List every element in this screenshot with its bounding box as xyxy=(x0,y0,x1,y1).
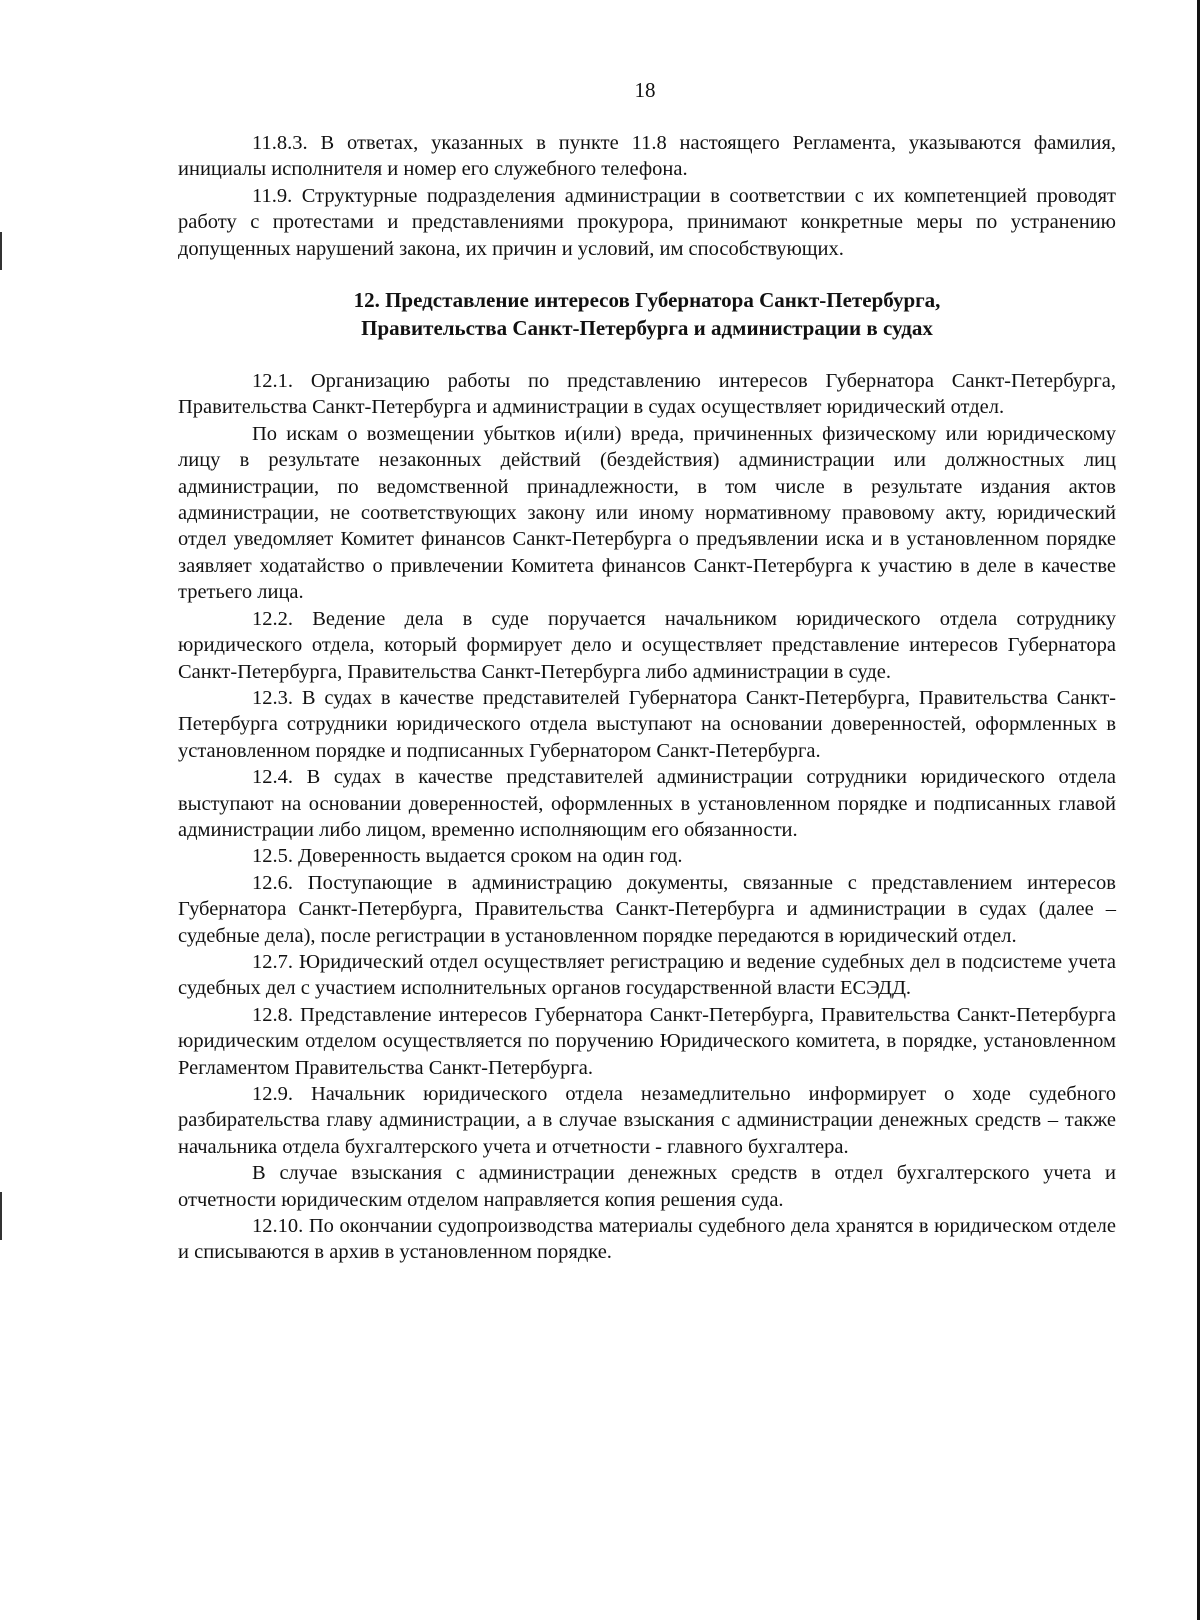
paragraph-12-9: 12.9. Начальник юридического отдела незамедлительно информирует о ходе судебного разбирательства главу администрации, а в случае взыскания с администрации денежных средств – также начальника отдела бухгалтерского учета и отчетности - главного бухгалтера. xyxy=(178,1083,1116,1158)
paragraph-11-9: 11.9. Структурные подразделения администрации в соответствии с их компетенцией проводят работу с протестами и представлениями прокурора, принимают конкретные меры по устранению допущенных нарушений закона, их причин и условий, им способствующих. xyxy=(178,184,1116,260)
paragraph-12-4: 12.4. В судах в качестве представителей администрации сотрудники юридического отдела выступают на основании доверенностей, оформленных в установленном порядке и подписанных главой администрации либо лицом, временно исполняющим его обязанности. xyxy=(178,766,1116,841)
paragraph-12-9-recovery: В случае взыскания с администрации денежных средств в отдел бухгалтерского учета и отчетности юридическим отделом направляется копия решения суда. xyxy=(178,1162,1116,1211)
scan-edge-left-mark xyxy=(0,1192,2,1240)
scan-edge-left-mark xyxy=(0,232,2,270)
paragraph-12-6: 12.6. Поступающие в администрацию документы, связанные с представлением интересов Губернатора Санкт-Петербурга, Правительства Санкт-Петербурга и администрации в судах (далее – судебные дела), после регистрации в установленном порядке передаются в юридический отдел. xyxy=(178,871,1116,947)
paragraph-12-8: 12.8. Представление интересов Губернатора Санкт-Петербурга, Правительства Санкт-Петербурга юридическим отделом осуществляется по поручению Юридического комитета, в порядке, установленном Регламентом Правительства Санкт-Петербурга. xyxy=(178,1003,1116,1079)
section-heading-line-2: Правительства Санкт-Петербурга и администрации в судах xyxy=(361,316,933,341)
paragraph-12-7: 12.7. Юридический отдел осуществляет регистрацию и ведение судебных дел в подсистеме учета судебных дел с участием исполнительных органов государственной власти ЕСЭДД. xyxy=(178,950,1116,1000)
section-heading-line-1: 12. Представление интересов Губернатора Санкт-Петербурга, xyxy=(353,288,941,313)
paragraph-12-1: 12.1. Организацию работы по представлению интересов Губернатора Санкт-Петербурга, Правительства Санкт-Петербурга и администрации в судах осуществляет юридический отдел. xyxy=(178,370,1116,419)
paragraph-12-1-claims: По искам о возмещении убытков и(или) вреда, причиненных физическому или юридическому лицу в результате незаконных действий (бездействия) администрации или должностных лиц администрации, по ведомственной принадлежности, в том числе в результате издания актов администрации, не соответствующих закону или иному нормативному правовому акту, юридический отдел уведомляет Комитет финансов Санкт-Петербурга о предъявлении иска и в установленном порядке заявляет ходатайство о привлечении Комитета финансов Санкт-Петербурга к участию в деле в качестве третьего лица. xyxy=(178,422,1116,604)
section-heading xyxy=(178,286,1116,342)
paragraph-12-5: 12.5. Доверенность выдается сроком на один год. xyxy=(252,845,683,868)
paragraph-12-10: 12.10. По окончании судопроизводства материалы судебного дела хранятся в юридическом отделе и списываются в архив в установленном порядке. xyxy=(178,1215,1116,1264)
paragraph-11-8-3: 11.8.3. В ответах, указанных в пункте 11.8 настоящего Регламента, указываются фамилия, инициалы исполнителя и номер его служебного телефона. xyxy=(178,132,1116,181)
document-body xyxy=(178,130,1116,1266)
paragraph-12-2: 12.2. Ведение дела в суде поручается начальником юридического отдела сотруднику юридического отдела, который формирует дело и осуществляет представление интересов Губернатора Санкт-Петербурга, Правительства Санкт-Петербурга либо администрации в суде. xyxy=(178,607,1116,683)
page-number: 18 xyxy=(634,78,656,102)
paragraph-12-3: 12.3. В судах в качестве представителей Губернатора Санкт-Петербурга, Правительства Санкт-Петербурга сотрудники юридического отдела выступают на основании доверенностей, оформленных в установленном порядке и подписанных Губернатором Санкт-Петербурга. xyxy=(178,686,1116,762)
